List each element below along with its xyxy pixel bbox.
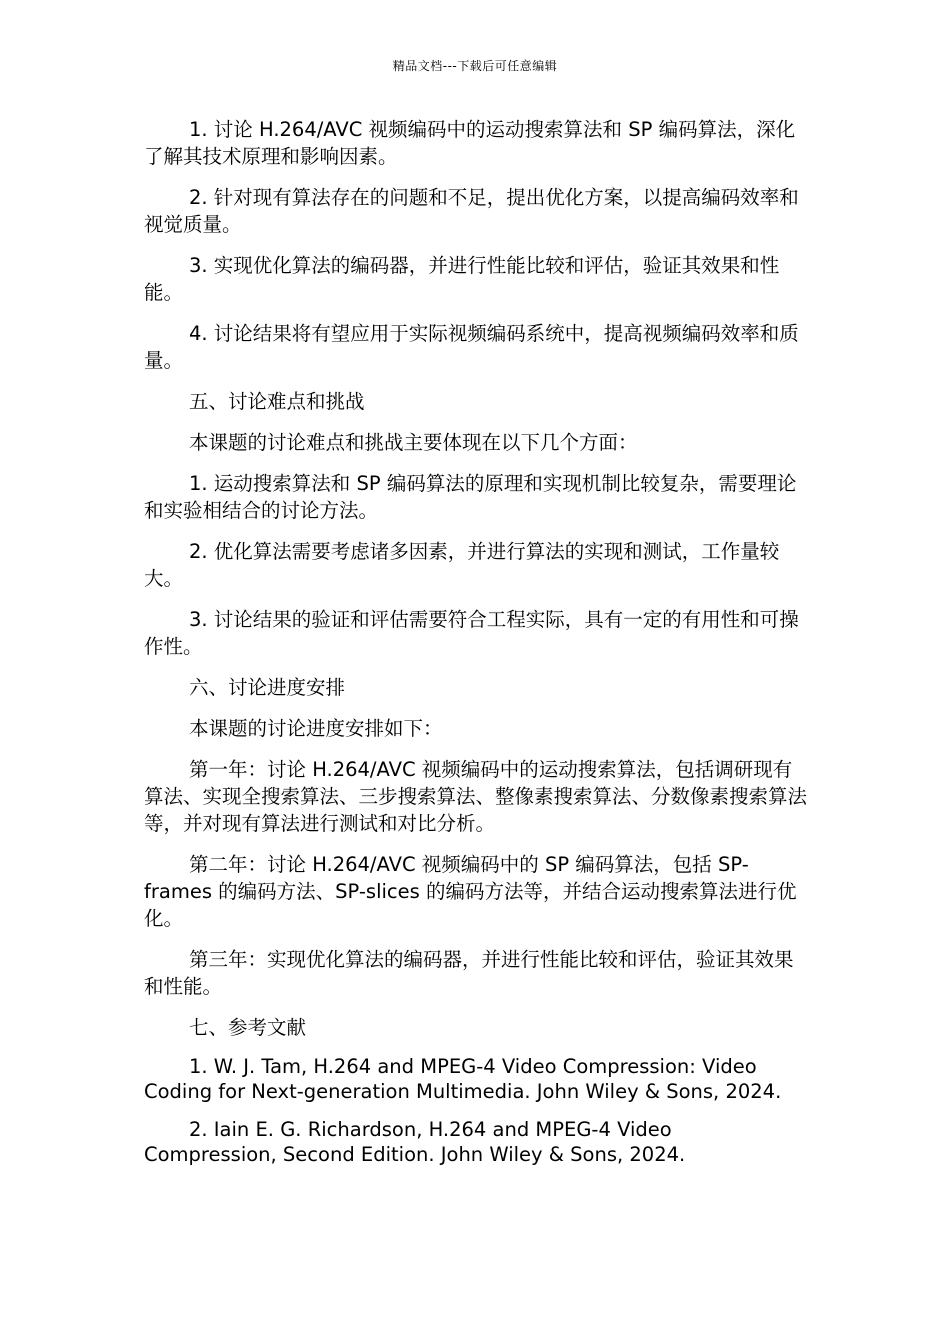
objective-item-2: 2. 针对现有算法存在的问题和不足，提出优化方案，以提高编码效率和视觉质量。 (144, 186, 799, 236)
difficulty-item-3: 3. 讨论结果的验证和评估需要符合工程实际，具有一定的有用性和可操作性。 (144, 608, 799, 658)
difficulty-item-1: 1. 运动搜索算法和 SP 编码算法的原理和实现机制比较复杂，需要理论和实验相结合的讨论方法。 (144, 472, 797, 522)
reference-item-1: 1. W. J. Tam, H.264 and MPEG-4 Video Compression: Video Coding for Next-generation Multimedia. John Wiley & Sons, 2024. (144, 1055, 782, 1103)
difficulties-intro: 本课题的讨论难点和挑战主要体现在以下几个方面： (189, 431, 638, 454)
schedule-year-2: 第二年：讨论 H.264/AVC 视频编码中的 SP 编码算法，包括 SP-frames 的编码方法、SP-slices 的编码方法等，并结合运动搜索算法进行优化。 (144, 853, 797, 930)
reference-item-2: 2. Iain E. G. Richardson, H.264 and MPEG-4 Video Compression, Second Edition. John Wiley & Sons, 2024. (144, 1118, 686, 1166)
schedule-year-1: 第一年：讨论 H.264/AVC 视频编码中的运动搜索算法，包括调研现有算法、实现全搜索算法、三步搜索算法、整像素搜索算法、分数像素搜索算法等，并对现有算法进行测试和对比分析。 (144, 758, 808, 835)
objective-item-1: 1. 讨论 H.264/AVC 视频编码中的运动搜索算法和 SP 编码算法，深化了解其技术原理和影响因素。 (144, 118, 796, 168)
schedule-intro: 本课题的讨论进度安排如下： (189, 717, 443, 740)
section-heading-references: 七、参考文献 (189, 1016, 307, 1039)
objective-item-3: 3. 实现优化算法的编码器，并进行性能比较和评估，验证其效果和性能。 (144, 254, 780, 304)
section-heading-schedule: 六、讨论进度安排 (189, 676, 346, 699)
objective-item-4: 4. 讨论结果将有望应用于实际视频编码系统中，提高视频编码效率和质量。 (144, 322, 799, 372)
difficulty-item-2: 2. 优化算法需要考虑诸多因素，并进行算法的实现和测试，工作量较大。 (144, 540, 780, 590)
page-header: 精品文档---下载后可任意编辑 (392, 59, 558, 73)
schedule-year-3: 第三年：实现优化算法的编码器，并进行性能比较和评估，验证其效果和性能。 (144, 948, 794, 998)
document-body (144, 116, 808, 1181)
section-heading-difficulties: 五、讨论难点和挑战 (189, 390, 365, 413)
